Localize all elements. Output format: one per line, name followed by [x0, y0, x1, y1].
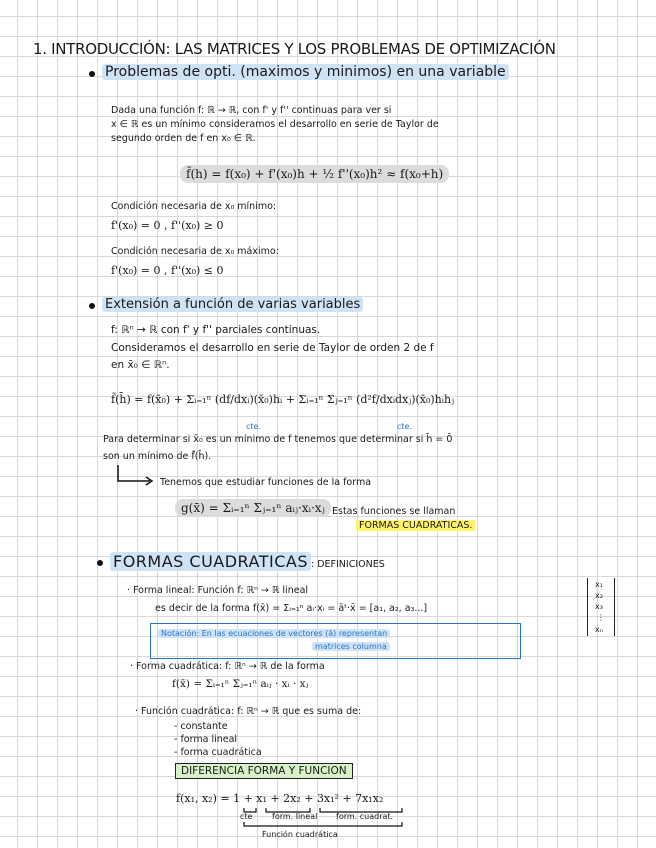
cond-min-label: Condición necesaria de x₀ mínimo: [111, 201, 277, 212]
example-cte: cte [240, 812, 253, 821]
taylor-nd-formula: f̃(h̄) = f(x̄₀) + Σᵢ₌₁ⁿ (df/dxᵢ)(x̄₀)hᵢ + Σᵢ₌₁ⁿ Σⱼ₌₁ⁿ (d²f/dxᵢdxⱼ)(x̄₀)hᵢhⱼ [111, 393, 454, 406]
bullet-icon [89, 303, 95, 309]
quad-note-highlight-text: FORMAS CUADRATICAS. [356, 520, 475, 531]
taylor-nd-cte-2: cte. [397, 422, 412, 431]
column-vector [587, 578, 615, 636]
vector-entry: xₙ [595, 625, 603, 634]
quad-func-label: · Función cuadrática: f: ℝⁿ → ℝ que es suma de: [135, 706, 362, 717]
quad-func-item: - forma cuadrática [174, 747, 262, 758]
section3-heading-small: : DEFINICIONES [311, 559, 385, 570]
example-lineal: form. lineal [272, 812, 318, 821]
section2-line-1: f: ℝⁿ → ℝ con f' y f'' parciales continuas. [111, 324, 321, 336]
bullet-icon [97, 560, 103, 566]
quad-form-label: · Forma cuadrática: f: ℝⁿ → ℝ de la forma [130, 661, 325, 672]
example-cuad: form. cuadrat. [336, 812, 394, 821]
section1-intro-3: segundo orden de f en x₀ ∈ ℝ. [111, 133, 256, 144]
notation-text-2 [312, 640, 390, 653]
example-formula: f(x₁, x₂) = 1 + x₁ + 2x₂ + 3x₁² + 7x₁x₂ [176, 792, 384, 805]
quad-func-item: - constante [174, 721, 228, 732]
vector-entry: x₂ [595, 591, 603, 600]
quad-form-text: g(x̄) = Σᵢ₌₁ⁿ Σⱼ₌₁ⁿ aᵢⱼ·xᵢ·xⱼ [175, 499, 331, 517]
cond-min-formula: f'(x₀) = 0 , f''(x₀) ≥ 0 [111, 219, 224, 232]
notation-bracket-right [510, 623, 521, 659]
section1-heading [102, 66, 509, 79]
taylor-1d-text: f̃(h) = f(x₀) + f'(x₀)h + ½ f''(x₀)h² ≈ f(x₀+h) [180, 165, 449, 183]
quad-func-item: - forma lineal [174, 734, 238, 745]
section1-intro-1: Dada una función f: ℝ → ℝ, con f' y f'' continuas para ver si [111, 105, 392, 116]
page-title: 1. INTRODUCCIÓN: LAS MATRICES Y LOS PROBLEMAS DE OPTIMIZACIÓN [33, 40, 556, 58]
quad-note: Estas funciones se llaman [332, 506, 456, 517]
arrow-text: Tenemos que estudiar funciones de la forma [160, 477, 372, 488]
arrow-icon [116, 465, 156, 487]
section2-para-2: son un mínimo de f̃(h̄). [103, 451, 212, 462]
vector-entry: ⋮ [597, 613, 605, 622]
section3-heading [110, 552, 385, 571]
quad-form-def: f(x̄) = Σᵢ₌₁ⁿ Σⱼ₌₁ⁿ aᵢⱼ · xᵢ · xⱼ [172, 678, 309, 690]
vector-entry: x₁ [595, 580, 603, 589]
notation-text-2-hl: matrices columna [312, 642, 390, 651]
difference-box [175, 765, 353, 778]
section2-line-2: Consideramos el desarrollo en serie de Taylor de orden 2 de f [111, 342, 434, 354]
section2-line-3: en x̄₀ ∈ ℝⁿ. [111, 359, 170, 371]
taylor-nd-cte-1: cte. [246, 422, 261, 431]
notation-text-1-hl: Notación: En las ecuaciones de vectores (ā) representan [158, 629, 390, 638]
notation-text-1 [158, 627, 390, 640]
section2-para-1: Para determinar si x̄₀ es un mínimo de f tenemos que determinar si h̄ = 0̄ [103, 434, 453, 445]
linear-form-label: · Forma lineal: Función f: ℝⁿ → ℝ lineal [127, 585, 309, 596]
bullet-icon [89, 71, 95, 77]
example-total: Función cuadrática [262, 830, 338, 839]
cond-max-formula: f'(x₀) = 0 , f''(x₀) ≤ 0 [111, 264, 224, 277]
quad-form-formula [175, 502, 331, 515]
vector-entry: x₃ [595, 602, 603, 611]
linear-form-def: es decir de la forma f(x̄) = Σᵢ₌₁ⁿ aᵢ·xᵢ = āᵗ·x̄ = [a₁, a₂, a₃...] [155, 603, 428, 614]
section2-heading-text: Extensión a función de varias variables [102, 297, 363, 312]
taylor-1d-formula [180, 168, 449, 181]
difference-box-text: DIFERENCIA FORMA Y FUNCION [175, 763, 353, 779]
cond-max-label: Condición necesaria de x₀ máximo: [111, 246, 279, 257]
section1-intro-2: x ∈ ℝ es un mínimo consideramos el desarrollo en serie de Taylor de [111, 119, 439, 130]
section3-heading-text: FORMAS CUADRATICAS [110, 552, 311, 571]
section2-heading [102, 298, 363, 311]
quad-note-highlight [356, 519, 475, 532]
section1-heading-text: Problemas de opti. (maximos y minimos) en una variable [102, 64, 509, 80]
